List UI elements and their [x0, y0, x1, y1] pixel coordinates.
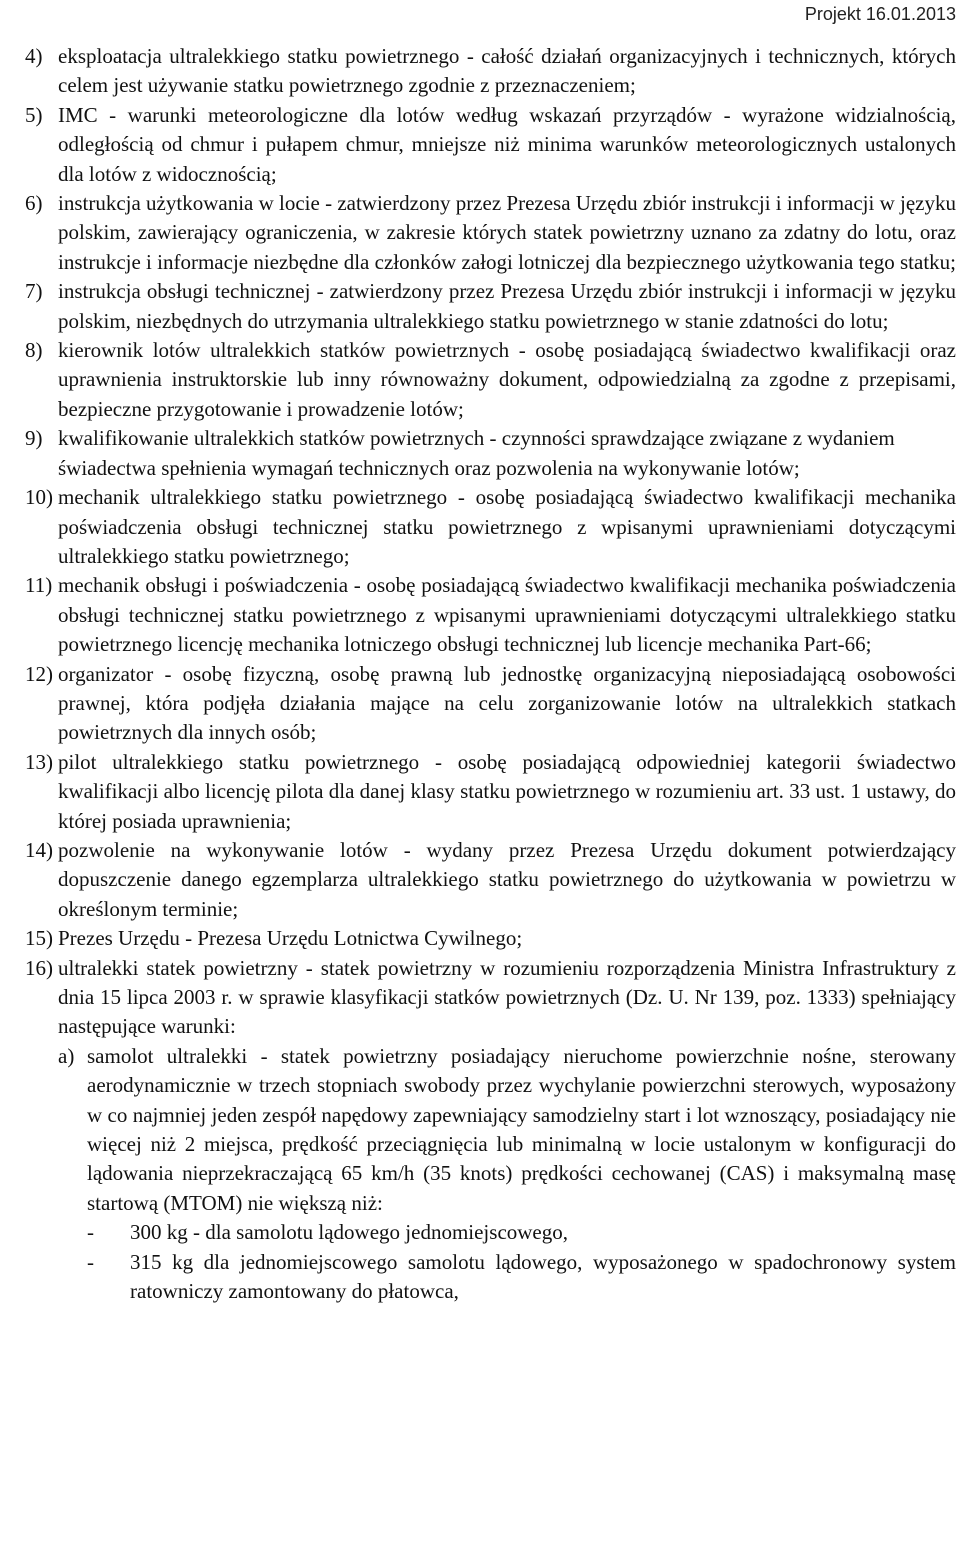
item-number: 6) [25, 191, 43, 216]
item-number: 15) [25, 926, 53, 951]
definition-item-11 [25, 571, 956, 659]
definition-item-13 [25, 748, 956, 836]
dash-marker: - [87, 1220, 94, 1245]
item-number: 16) [25, 955, 53, 980]
item-text: organizator - osobę fizyczną, osobę prawną lub jednostkę organizacyjną nieposiadającą osobowości prawnej, która podjęła działania mające na celu zorganizowanie lotów na ultralekkich statkach powietrznych dla innych osób; [58, 661, 956, 745]
definition-item-16 [25, 954, 956, 1042]
dash-item [87, 1248, 956, 1307]
dash-item-text: 300 kg - dla samolotu lądowego jednomiejscowego, [130, 1220, 568, 1245]
item-text: eksploatacja ultralekkiego statku powietrznego - całość działań organizacyjnych i technicznych, których celem jest używanie statku powietrznego zgodnie z przeznaczeniem; [58, 44, 956, 98]
item-number: 8) [25, 338, 43, 363]
sub-item-text: samolot ultralekki - statek powietrzny posiadający nieruchome powierzchnie nośne, sterowany aerodynamicznie w trzech stopniach swobody przez wychylanie powierzchni sterowych, wyposażony w co najmniej jeden zespół napędowy zapewniający samodzielny start i lot wznoszący, posiadający nie więcej niż 2 miejsca, prędkość przeciągnięcia lub minimalną w locie ustalonym w konfiguracji do lądowania nieprzekraczającą 65 km/h (35 knots) prędkości cechowanej (CAS) i maksymalną masę startową (MTOM) nie większą niż: [87, 1043, 956, 1215]
item-text: kwalifikowanie ultralekkich statków powietrznych - czynności sprawdzające związane z wydaniem [58, 426, 895, 451]
sub-list [58, 1042, 956, 1218]
definition-item-12 [25, 660, 956, 748]
item-text: mechanik obsługi i poświadczenia - osobę posiadającą świadectwo kwalifikacji mechanika poświadczenia obsługi technicznej statku powietrznego z wpisanymi uprawnieniami dotyczącymi ultralekkiego statku powietrznego licencję mechanika lotniczego obsługi technicznej lub licencje mechanika Part-66; [58, 573, 956, 657]
item-text: mechanik ultralekkiego statku powietrznego - osobę posiadającą świadectwo kwalifikacji mechanika poświadczenia obsługi technicznej statku powietrznego z wpisanymi uprawnieniami dotyczącymi ultralekkiego statku powietrznego; [58, 485, 956, 568]
dash-item-text: 315 kg dla jednomiejscowego samolotu lądowego, wyposażonego w spadochronowy system ratowniczy zamontowany do płatowca, [130, 1249, 956, 1304]
definition-item-7 [25, 277, 956, 336]
definition-item-5 [25, 101, 956, 189]
item-number: 7) [25, 279, 43, 304]
item-number: 11) [25, 573, 53, 598]
item-number: 14) [25, 837, 53, 862]
project-header: Projekt 16.01.2013 [804, 4, 956, 24]
item-text: Prezes Urzędu - Prezesa Urzędu Lotnictwa Cywilnego; [58, 926, 523, 951]
definition-item-6 [25, 189, 956, 277]
item-number: 13) [25, 749, 53, 774]
item-text: ultralekki statek powietrzny - statek powietrzny w rozumieniu rozporządzenia Ministra Infrastruktury z dnia 15 lipca 2003 r. w sprawie klasyfikacji statków powietrznych (Dz. U. Nr 139, poz. 1333) spełniający następujące warunki: [58, 955, 956, 1039]
item-number: 5) [25, 102, 43, 127]
definition-item-15 [25, 924, 956, 953]
item-text: instrukcja użytkowania w locie - zatwierdzony przez Prezesa Urzędu zbiór instrukcji i informacji w języku polskim, zawierający ograniczenia, w zakresie których statek powietrzny uznano za zdatny do lotu, oraz instrukcje i informacje niezbędne dla członków załogi lotniczej dla bezpiecznego użytkowania tego statku; [58, 191, 956, 274]
document-body [25, 42, 956, 1306]
definition-item-10 [25, 483, 956, 571]
definition-item-9 [25, 424, 956, 483]
item-number: 9) [25, 426, 43, 451]
item-text: instrukcja obsługi technicznej - zatwierdzony przez Prezesa Urzędu zbiór instrukcji i informacji w języku polskim, niezbędnych do utrzymania ultralekkiego statku powietrznego w stanie zdatności do lotu; [58, 279, 956, 333]
dash-list [87, 1218, 956, 1306]
definition-item-14 [25, 836, 956, 924]
dash-marker: - [87, 1249, 94, 1274]
item-number: 10) [25, 485, 53, 510]
item-text: kierownik lotów ultralekkich statków powietrznych - osobę posiadającą świadectwo kwalifikacji oraz uprawnienia instruktorskie lub inny równoważny dokument, odpowiedzialną za zgodne z przepisami, bezpieczne przygotowanie i prowadzenie lotów; [58, 338, 956, 421]
item-number: 12) [25, 661, 53, 686]
sub-item-letter: a) [58, 1043, 75, 1068]
item-text-block [58, 424, 956, 483]
sub-item-a [58, 1042, 956, 1218]
item-text: pozwolenie na wykonywanie lotów - wydany przez Prezesa Urzędu dokument potwierdzający dopuszczenie danego egzemplarza ultralekkiego statku powietrznego do użytkowania w powietrzu w określonym terminie; [58, 837, 956, 921]
dash-item [87, 1218, 956, 1247]
item-number: 4) [25, 44, 43, 68]
definition-item-4 [25, 42, 956, 101]
item-text: pilot ultralekkiego statku powietrznego - osobę posiadającą odpowiedniej kategorii świadectwo kwalifikacji albo licencję pilota dla danej klasy statku powietrznego w rozumieniu art. 33 ust. 1 ustawy, do której posiada uprawnienia; [58, 749, 956, 833]
item-text-continued: świadectwa spełnienia wymagań technicznych oraz pozwolenia na wykonywanie lotów; [58, 455, 800, 480]
item-text: IMC - warunki meteorologiczne dla lotów według wskazań przyrządów - wyrażone widzialnością, odległością od chmur i pułapem chmur, mniejsze niż minima warunków meteorologicznych ustalonych dla lotów z widocznością; [58, 102, 956, 186]
definition-item-8 [25, 336, 956, 424]
